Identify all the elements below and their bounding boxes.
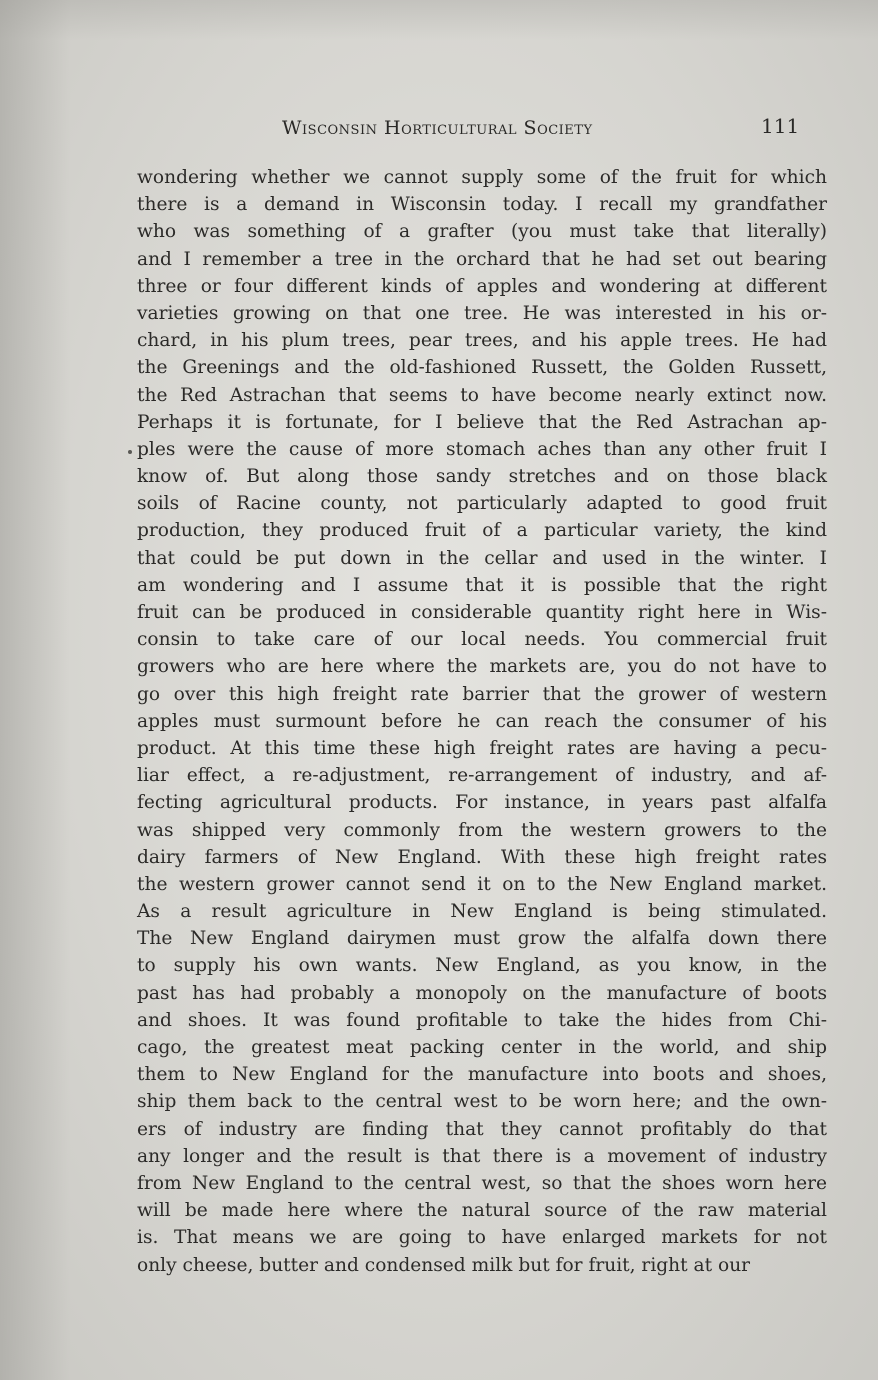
text-line: was shipped very commonly from the western growers to the	[137, 819, 827, 841]
margin-mark	[128, 450, 132, 454]
running-header-title: Wisconsin Horticultural Society	[282, 117, 593, 139]
text-line: varieties growing on that one tree. He was interested in his or-	[137, 302, 827, 324]
text-line: there is a demand in Wisconsin today. I recall my grandfather	[137, 194, 827, 216]
text-line: ples were the cause of more stomach aches than any other fruit I	[137, 438, 827, 460]
text-line: will be made here where the natural source of the raw material	[137, 1200, 827, 1222]
text-line: ers of industry are finding that they cannot profitably do that	[137, 1118, 827, 1140]
binding-shadow	[0, 0, 70, 1380]
text-line: chard, in his plum trees, pear trees, and his apple trees. He had	[137, 330, 827, 352]
body-paragraph	[137, 164, 827, 1279]
text-line: the Red Astrachan that seems to have become nearly extinct now.	[137, 384, 827, 406]
text-line: ship them back to the central west to be worn here; and the own-	[137, 1091, 827, 1113]
text-line: fecting agricultural products. For instance, in years past alfalfa	[137, 792, 827, 814]
text-line: any longer and the result is that there is a movement of industry	[137, 1145, 827, 1167]
text-line: am wondering and I assume that it is possible that the right	[137, 574, 827, 596]
text-line: The New England dairymen must grow the alfalfa down there	[137, 928, 827, 950]
text-line: know of. But along those sandy stretches and on those black	[137, 466, 827, 488]
text-line: past has had probably a monopoly on the manufacture of boots	[137, 982, 827, 1004]
text-line: who was something of a grafter (you must take that literally)	[137, 221, 827, 243]
text-line: product. At this time these high freight rates are having a pecu-	[137, 737, 827, 759]
text-line: only cheese, butter and condensed milk but for fruit, right at our	[137, 1254, 751, 1276]
text-line: that could be put down in the cellar and used in the winter. I	[137, 547, 827, 569]
text-line: three or four different kinds of apples and wondering at different	[137, 275, 827, 297]
page-number: 111	[761, 114, 800, 138]
text-line: the Greenings and the old-fashioned Russett, the Golden Russett,	[137, 357, 827, 379]
text-line: liar effect, a re-adjustment, re-arrangement of industry, and af-	[137, 765, 827, 787]
text-line: wondering whether we cannot supply some of the fruit for which	[137, 167, 827, 188]
text-line: them to New England for the manufacture into boots and shoes,	[137, 1064, 827, 1086]
text-line: the western grower cannot send it on to the New England market.	[137, 873, 827, 895]
text-line: dairy farmers of New England. With these high freight rates	[137, 846, 827, 868]
text-line: fruit can be produced in considerable quantity right here in Wis-	[137, 602, 827, 623]
text-line: and shoes. It was found profitable to take the hides from Chi-	[137, 1009, 827, 1031]
text-line: to supply his own wants. New England, as you know, in the	[137, 955, 827, 977]
text-line: Perhaps it is fortunate, for I believe that the Red Astrachan ap-	[137, 411, 827, 433]
text-line: from New England to the central west, so that the shoes worn here	[137, 1172, 827, 1194]
text-line: and I remember a tree in the orchard that he had set out bearing	[137, 248, 827, 270]
text-line: production, they produced fruit of a particular variety, the kind	[137, 520, 827, 542]
text-line: is. That means we are going to have enlarged markets for not	[137, 1227, 827, 1249]
top-edge-shadow	[0, 0, 878, 40]
text-line: go over this high freight rate barrier that the grower of western	[137, 683, 827, 705]
text-line: cago, the greatest meat packing center in the world, and ship	[137, 1037, 827, 1058]
text-line: As a result agriculture in New England is being stimulated.	[137, 901, 827, 923]
text-line: apples must surmount before he can reach the consumer of his	[137, 710, 827, 732]
text-line: consin to take care of our local needs. You commercial fruit	[137, 629, 827, 651]
text-line: soils of Racine county, not particularly adapted to good fruit	[137, 493, 827, 515]
text-line: growers who are here where the markets are, you do not have to	[137, 656, 827, 678]
